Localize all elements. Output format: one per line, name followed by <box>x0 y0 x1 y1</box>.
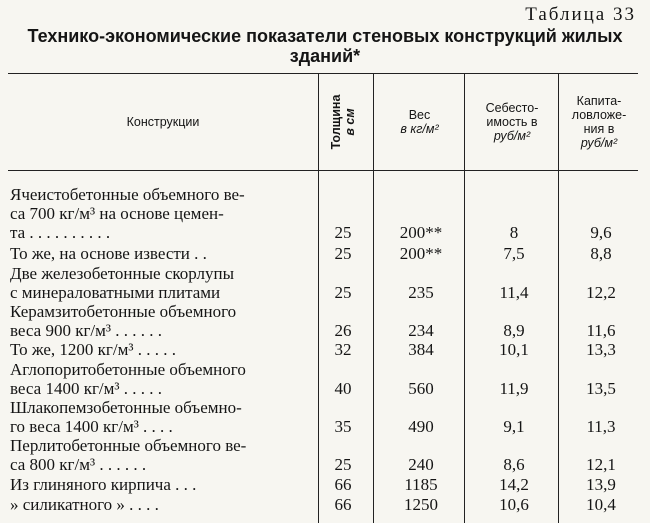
thickness-cell: 25 <box>334 283 352 302</box>
table-label: Таблица 33 <box>525 4 636 25</box>
thickness-cell: 26 <box>334 321 352 340</box>
header-weight-line-1: Вес <box>408 107 431 122</box>
cost-cell: 7,5 <box>503 244 525 263</box>
weight-cell: 235 <box>408 283 434 302</box>
weight-cell: 1250 <box>404 495 438 514</box>
header-weight <box>375 73 464 170</box>
cost-cell: 11,9 <box>499 379 529 398</box>
cost-cell: 8 <box>509 223 519 242</box>
construction-line: Перлитобетонные объемного ве- <box>10 436 247 455</box>
construction-line: Аглопоритобетонные объемного <box>10 360 246 379</box>
construction-cell <box>10 302 314 340</box>
cost-cell: 10,1 <box>499 340 529 359</box>
construction-line: То же, на основе извести . . <box>10 244 207 263</box>
thickness-cell: 66 <box>334 495 352 514</box>
header-capital-line-2: ловложе- <box>571 107 627 122</box>
construction-line: са 700 кг/м³ на основе цемен- <box>10 204 224 223</box>
construction-cell <box>10 185 314 242</box>
weight-cell: 200** <box>399 223 443 242</box>
construction-line: веса 900 кг/м³ . . . . . . <box>10 321 163 340</box>
header-cost <box>466 73 558 170</box>
construction-cell <box>10 340 314 359</box>
weight-cell: 490 <box>408 417 434 436</box>
construction-line: Из глиняного кирпича . . . <box>10 475 197 494</box>
capital-cell: 11,6 <box>586 321 616 340</box>
construction-cell <box>10 398 314 436</box>
capital-cell: 13,5 <box>586 379 616 398</box>
header-bottom-rule <box>8 170 638 171</box>
header-capital-line-3: ния в <box>583 121 615 136</box>
capital-cell: 13,3 <box>586 340 616 359</box>
header-capital-line-4: руб/м² <box>580 135 618 150</box>
header-cost-line-2: имость в <box>486 114 538 129</box>
header-weight-line-2: в кг/м² <box>400 121 439 136</box>
construction-line: Ячеистобетонные объемного ве- <box>10 185 245 204</box>
cost-cell: 8,9 <box>503 321 525 340</box>
weight-cell: 384 <box>408 340 434 359</box>
thickness-cell: 25 <box>334 223 352 242</box>
capital-cell: 12,1 <box>586 455 616 474</box>
thickness-cell: 66 <box>334 475 352 494</box>
weight-cell: 560 <box>408 379 434 398</box>
header-capital-line-1: Капита- <box>576 93 622 108</box>
construction-line: Шлакопемзобетонные объемно- <box>10 398 242 417</box>
thickness-cell: 25 <box>334 244 352 263</box>
column-divider-1 <box>318 73 319 523</box>
construction-cell <box>10 495 314 514</box>
construction-line: веса 1400 кг/м³ . . . . . <box>10 379 163 398</box>
construction-cell <box>10 436 314 474</box>
weight-cell: 200** <box>399 244 443 263</box>
header-construction-label: Конструкции <box>126 114 200 129</box>
construction-line: го веса 1400 кг/м³ . . . . <box>10 417 173 436</box>
table-title-line-1: Технико-экономические показатели стеновых конструкций жилых <box>27 26 623 46</box>
capital-cell: 8,8 <box>590 244 612 263</box>
thickness-cell: 32 <box>334 340 352 359</box>
cost-cell: 9,1 <box>503 417 525 436</box>
construction-line: с минераловатными плитами <box>10 283 221 302</box>
header-construction <box>8 73 318 170</box>
weight-cell: 240 <box>408 455 434 474</box>
header-thickness-label <box>329 94 357 149</box>
header-thickness-line-1: Толщина <box>329 94 343 149</box>
thickness-cell: 25 <box>334 455 352 474</box>
cost-cell: 14,2 <box>499 475 529 494</box>
column-divider-2 <box>373 73 374 523</box>
construction-line: са 800 кг/м³ . . . . . . <box>10 455 147 474</box>
capital-cell: 10,4 <box>586 495 616 514</box>
construction-cell <box>10 475 314 494</box>
construction-cell <box>10 244 314 263</box>
header-thickness-line-2: в см <box>343 107 357 136</box>
cost-cell: 8,6 <box>503 455 525 474</box>
thickness-cell: 35 <box>334 417 352 436</box>
construction-line: Керамзитобетонные объемного <box>10 302 237 321</box>
weight-cell: 1185 <box>404 475 438 494</box>
capital-cell: 13,9 <box>586 475 616 494</box>
column-divider-4 <box>558 73 559 523</box>
construction-line: та . . . . . . . . . . <box>10 223 111 242</box>
construction-line: То же, 1200 кг/м³ . . . . . <box>10 340 176 359</box>
construction-line: Две железобетонные скорлупы <box>10 264 235 283</box>
table-title-line-2: зданий* <box>289 46 361 66</box>
construction-cell <box>10 360 314 398</box>
table-title <box>8 26 642 66</box>
capital-cell: 12,2 <box>586 283 616 302</box>
header-thickness <box>320 73 366 170</box>
cost-cell: 10,6 <box>499 495 529 514</box>
capital-cell: 9,6 <box>590 223 612 242</box>
weight-cell: 234 <box>408 321 434 340</box>
cost-cell: 11,4 <box>499 283 529 302</box>
header-cost-line-1: Себесто- <box>485 100 539 115</box>
header-cost-line-3: руб/м² <box>493 128 531 143</box>
thickness-cell: 40 <box>334 379 352 398</box>
construction-line: » силикатного » . . . . <box>10 495 159 514</box>
construction-cell <box>10 264 314 302</box>
column-divider-3 <box>464 73 465 523</box>
capital-cell: 11,3 <box>586 417 616 436</box>
header-capital <box>560 73 638 170</box>
